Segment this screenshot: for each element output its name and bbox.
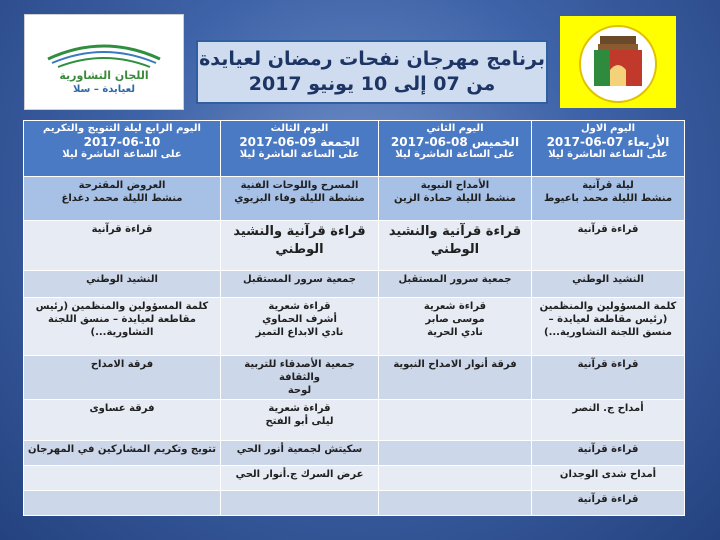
night-theme-cell xyxy=(221,177,379,221)
program-cell: كلمة المسؤولين والمنظمين (رئيس مقاطعة لعيايدة – منسق اللجنة التشاورية...) xyxy=(532,298,685,356)
program-cell xyxy=(379,400,532,441)
program-cell: النشيد الوطني xyxy=(532,271,685,298)
committee-logo xyxy=(24,14,184,110)
night-theme: المسرح واللوحات الفنية xyxy=(240,180,359,191)
program-cell: فرقة عساوى xyxy=(24,400,221,441)
program-cell: كلمة المسؤولين والمنظمين (رئيس مقاطعة لعيايدة – منسق اللجنة التشاورية...) xyxy=(24,298,221,356)
day-header xyxy=(379,121,532,177)
festival-title: برنامج مهرجان نفحات رمضان لعيايدة xyxy=(199,48,545,70)
day-date: الخميس 08-06-2017 xyxy=(390,135,520,149)
table-header-row xyxy=(24,121,685,177)
night-theme: العروض المقترحة xyxy=(78,180,166,191)
program-cell: أمداح شدى الوجدان xyxy=(532,466,685,491)
night-host: منشط الليلة محمد دغداغ xyxy=(61,193,183,204)
city-emblem xyxy=(560,16,676,108)
table-row xyxy=(24,221,685,271)
night-theme-cell xyxy=(379,177,532,221)
program-cell: جمعية سرور المستقبل xyxy=(221,271,379,298)
program-cell xyxy=(379,441,532,466)
day-title: اليوم الاول xyxy=(580,123,636,134)
logo-text-top: اللجان التشاورية xyxy=(59,69,149,82)
table-row xyxy=(24,356,685,400)
day-title: اليوم الثاني xyxy=(426,123,484,134)
program-cell: جمعية الأصدقاء للتربية والثقافة لوحة xyxy=(221,356,379,400)
night-theme: الأمداح النبوية xyxy=(420,180,490,191)
day-header xyxy=(24,121,221,177)
day-time: على الساعة العاشرة ليلا xyxy=(395,149,515,160)
committee-logo-graphic xyxy=(44,29,164,69)
table-row xyxy=(24,491,685,516)
program-cell: قراءة قرآنية xyxy=(532,356,685,400)
festival-dates: من 07 إلى 10 يونيو 2017 xyxy=(248,73,496,95)
night-host: منشطة الليلة وفاء البزيوي xyxy=(234,193,365,204)
program-cell: فرقة أنوار الامداح النبوية xyxy=(379,356,532,400)
program-cell: قراءة قرآنية xyxy=(532,491,685,516)
table-row xyxy=(24,400,685,441)
night-theme: ليلة قرآنية xyxy=(582,180,634,191)
program-cell: قراءة قرآنية والنشيد الوطني xyxy=(379,221,532,271)
day-header xyxy=(532,121,685,177)
program-cell: قراءة شعرية أشرف الحماوي نادي الابداع التميز xyxy=(221,298,379,356)
logo-text-bottom: لعيايدة – سلا xyxy=(72,84,136,95)
table-row xyxy=(24,441,685,466)
night-theme-cell xyxy=(24,177,221,221)
day-title: اليوم الثالث xyxy=(270,123,329,134)
city-emblem-icon xyxy=(570,20,666,104)
program-cell xyxy=(379,491,532,516)
day-title: اليوم الرابع ليلة التتويج والتكريم xyxy=(43,123,201,134)
day-time: على الساعة العاشرة ليلا xyxy=(548,149,668,160)
day-time: على الساعة العاشرة ليلا xyxy=(62,149,182,160)
day-header xyxy=(221,121,379,177)
program-cell: جمعية سرور المستقبل xyxy=(379,271,532,298)
program-cell: قراءة قرآنية xyxy=(532,221,685,271)
program-cell: تتويج وتكريم المشاركين في المهرجان xyxy=(24,441,221,466)
program-cell xyxy=(379,466,532,491)
day-date: الجمعة 09-06-2017 xyxy=(239,135,360,149)
night-theme-cell xyxy=(532,177,685,221)
night-host: منشط الليلة حمادة الزين xyxy=(394,193,516,204)
day-time: على الساعة العاشرة ليلا xyxy=(239,149,360,160)
program-cell: قراءة شعرية موسى صابر نادي الحرية xyxy=(379,298,532,356)
festival-title-box xyxy=(196,40,548,104)
program-cell: قراءة قرآنية xyxy=(24,221,221,271)
program-cell xyxy=(24,491,221,516)
program-cell xyxy=(221,491,379,516)
table-row xyxy=(24,466,685,491)
night-host: منشط الليلة محمد باعيوط xyxy=(543,193,673,204)
program-cell: سكيتش لجمعية أنور الحي xyxy=(221,441,379,466)
program-cell: قراءة شعرية ليلى أبو الفتح xyxy=(221,400,379,441)
table-row xyxy=(24,271,685,298)
program-cell: النشيد الوطني xyxy=(24,271,221,298)
program-cell: فرقة الامداح xyxy=(24,356,221,400)
program-cell: أمداح ج. النصر xyxy=(532,400,685,441)
program-cell xyxy=(24,466,221,491)
program-cell: قراءة قرآنية xyxy=(532,441,685,466)
table-row xyxy=(24,298,685,356)
program-cell: قراءة قرآنية والنشيد الوطني xyxy=(221,221,379,271)
day-date: الأربعاء 07-06-2017 xyxy=(546,135,670,149)
night-theme-row xyxy=(24,177,685,221)
day-date: 2017-06-10 xyxy=(83,135,161,149)
program-cell: عرض السرك ج.أنوار الحي xyxy=(221,466,379,491)
festival-program-table xyxy=(23,120,685,516)
